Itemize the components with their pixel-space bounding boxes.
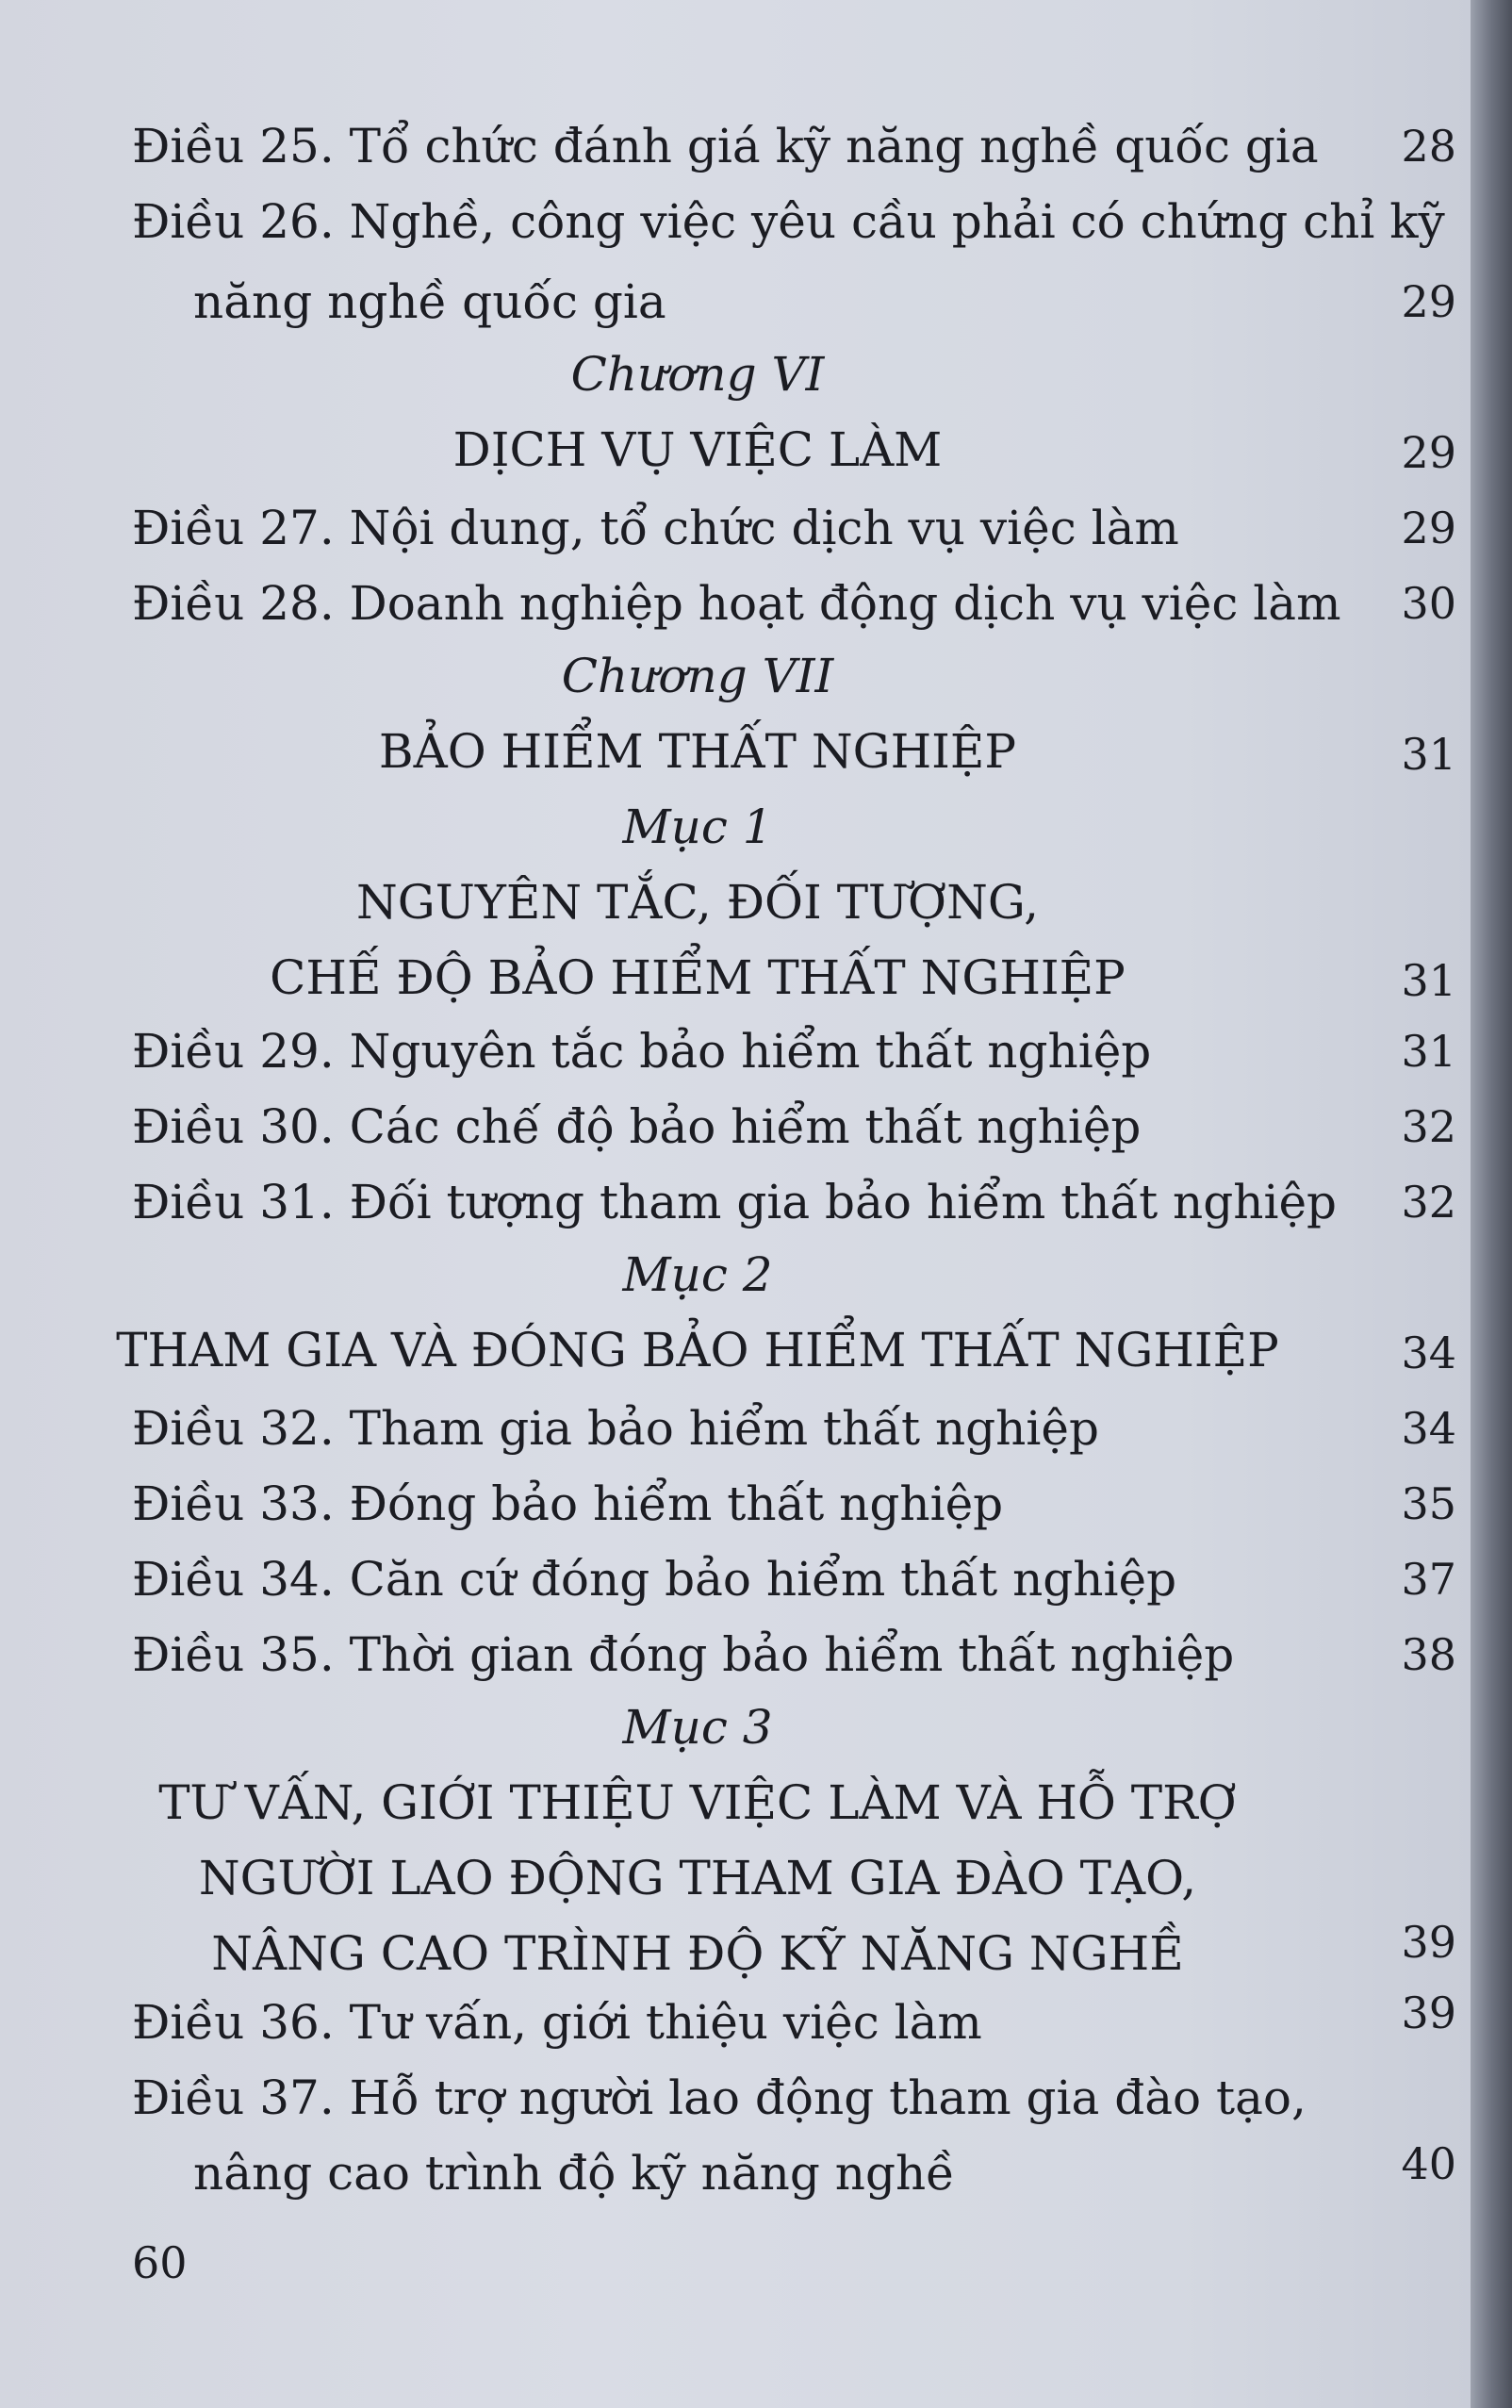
toc-page-dieu-25: 28 [1401, 121, 1456, 172]
toc-page-dieu-35: 38 [1401, 1629, 1456, 1680]
toc-entry-dieu-25: Điều 25. Tổ chức đánh giá kỹ năng nghề quốc gia [132, 119, 1319, 173]
toc-page-dieu-32: 34 [1401, 1403, 1456, 1454]
toc-page-dieu-36: 39 [1401, 1987, 1456, 2038]
toc-entry-dieu-27: Điều 27. Nội dung, tổ chức dịch vụ việc làm [132, 501, 1179, 555]
section-3-title-line2: NGƯỜI LAO ĐỘNG THAM GIA ĐÀO TẠO, [198, 1851, 1197, 1905]
section-1-title-line2: CHẾ ĐỘ BẢO HIỂM THẤT NGHIỆP [270, 950, 1126, 1005]
chapter-7-label: Chương VII [561, 649, 834, 703]
page-number: 60 [132, 2237, 188, 2288]
toc-entry-dieu-37: Điều 37. Hỗ trợ người lao động tham gia đào tạo, [132, 2070, 1307, 2125]
toc-entry-dieu-30: Điều 30. Các chế độ bảo hiểm thất nghiệp [132, 1099, 1142, 1154]
section-2-page: 34 [1401, 1328, 1456, 1378]
toc-entry-dieu-36: Điều 36. Tư vấn, giới thiệu việc làm [132, 1995, 982, 2050]
toc-page-dieu-31: 32 [1401, 1177, 1456, 1228]
chapter-6-title: DỊCH VỤ VIỆC LÀM [452, 422, 943, 477]
toc-page-dieu-29: 31 [1401, 1026, 1456, 1077]
chapter-6-label: Chương VI [570, 347, 825, 402]
toc-entry-dieu-29: Điều 29. Nguyên tắc bảo hiểm thất nghiệp [132, 1024, 1152, 1079]
toc-entry-dieu-37-cont: nâng cao trình độ kỹ năng nghề [193, 2146, 955, 2201]
toc-page-dieu-33: 35 [1401, 1478, 1456, 1529]
section-3-label: Mục 3 [622, 1700, 773, 1755]
section-2-title: THAM GIA VÀ ĐÓNG BẢO HIỂM THẤT NGHIỆP [116, 1323, 1279, 1377]
toc-page-dieu-30: 32 [1401, 1101, 1456, 1152]
toc-page-dieu-28: 30 [1401, 578, 1456, 629]
chapter-6-page: 29 [1401, 427, 1456, 478]
section-3-title-line3: NÂNG CAO TRÌNH ĐỘ KỸ NĂNG NGHỀ [211, 1926, 1184, 1981]
toc-entry-dieu-31: Điều 31. Đối tượng tham gia bảo hiểm thất nghiệp [132, 1175, 1338, 1229]
toc-entry-dieu-32: Điều 32. Tham gia bảo hiểm thất nghiệp [132, 1401, 1099, 1456]
section-3-page: 39 [1401, 1917, 1456, 1968]
section-2-label: Mục 2 [622, 1247, 773, 1302]
toc-entry-dieu-28: Điều 28. Doanh nghiệp hoạt động dịch vụ việc làm [132, 576, 1341, 631]
section-3-title-line1: TƯ VẤN, GIỚI THIỆU VIỆC LÀM VÀ HỖ TRỢ [158, 1775, 1237, 1830]
toc-page-dieu-27: 29 [1401, 503, 1456, 553]
page-edge-shadow [1471, 0, 1512, 2408]
toc-entry-dieu-33: Điều 33. Đóng bảo hiểm thất nghiệp [132, 1476, 1004, 1531]
toc-page-dieu-37: 40 [1401, 2138, 1456, 2189]
toc-entry-dieu-26-cont: năng nghề quốc gia [193, 274, 666, 329]
section-1-page: 31 [1401, 955, 1456, 1006]
toc-page-dieu-34: 37 [1401, 1554, 1456, 1605]
chapter-7-title: BẢO HIỂM THẤT NGHIỆP [378, 724, 1017, 779]
chapter-7-page: 31 [1401, 729, 1456, 780]
toc-entry-dieu-34: Điều 34. Căn cứ đóng bảo hiểm thất nghiệp [132, 1552, 1177, 1607]
toc-entry-dieu-26: Điều 26. Nghề, công việc yêu cầu phải có chứng chỉ kỹ [132, 194, 1445, 249]
toc-entry-dieu-35: Điều 35. Thời gian đóng bảo hiểm thất nghiệp [132, 1627, 1235, 1682]
section-1-label: Mục 1 [622, 800, 773, 854]
toc-page-dieu-26: 29 [1401, 276, 1456, 327]
section-1-title-line1: NGUYÊN TẮC, ĐỐI TƯỢNG, [356, 875, 1039, 930]
